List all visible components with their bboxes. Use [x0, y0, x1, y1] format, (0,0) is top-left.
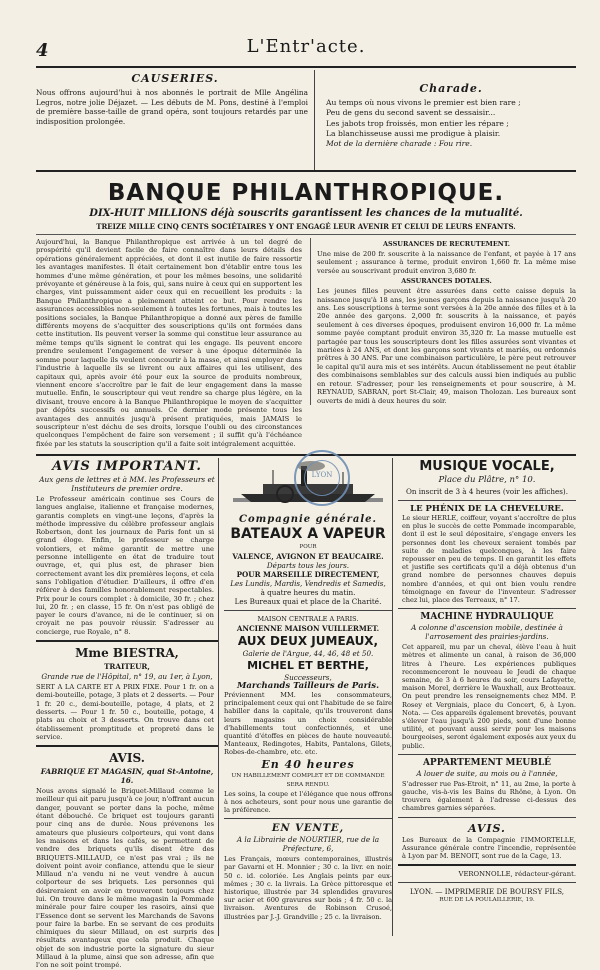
avis-important-sub: Aux gens de lettres et à MM. les Professeurs et Instituteurs de premier ordre. — [39, 475, 215, 493]
banque-col-2 — [310, 238, 576, 405]
dotales-text: Les jeunes filles peuvent être assurées dans cette caisse depuis la naissance jusqu'à 18 ans, les jeunes garçons depuis la naissance jusqu'à 20 ans. Les souscriptions à terme sont versées à la 20e année des filles et à la 20e année des garçons. 2,000 fr. souscrits à la naissance, et payés seulement à ces diverses époques, produisent environ 16,000 fr. La même somme payée comptant produit environ 35,320 fr. La masse mutuelle est partagée par tous les souscripteurs dont les filles assurées sont vivantes et mariées à 24 ANS, et dont les garçons sont vivants et mariés, ou ordonnés prêtres à 30 ANS. Par une combinaison particulière, le père peut retrouver le capital qu'il aura mis et ses intérêts. Aucun établissement ne peut établir des combinaisons semblables sur des calculs aussi bien indiqués au public en retour. S'adresser, pour les renseignements et pour souscrire, à M. REYNAUD, SABRAN, port St-Clair, 49, maison Tholozan. Les bureaux sont ouverts de midi à deux heures du soir. — [317, 287, 576, 405]
phenix-text: Le sieur HERLE, coiffeur, voyant s'accroître de plus en plus le succès de cette Pommade incomparable, dont il est le seul dépositaire, s'engage envers les personnes dont les cheveux seraient tombés par suite de maladies quelconques, à les faire repousser en peu de temps. Il en garantit les effets et justifie ses certificats qu'il a déjà obtenus d'un grand nombre de personnes chauves depuis nombre d'années, et qui ont bien voulu rendre témoignage en faveur de l'inventeur. S'adresser chez lui, place des Terreaux, n° 17. — [402, 514, 576, 605]
musique-text: On inscrit de 3 à 4 heures (voir les affiches). — [405, 487, 569, 496]
divider — [36, 640, 218, 642]
recrutement-heading: ASSURANCES DE RECRUTEMENT. — [382, 240, 511, 248]
divider — [398, 500, 576, 501]
bateaux-bureaux: Les Bureaux quai et place de la Charité. — [234, 597, 382, 606]
appartement-title: APPARTEMENT MEUBLÉ — [422, 757, 552, 768]
printer-line: LYON. — IMPRIMERIE DE BOURSY FILS, — [409, 887, 565, 897]
phenix-title: LE PHÉNIX DE LA CHEVELURE. — [410, 504, 564, 514]
charade-line: Les jabots trop froissés, mon entier les répare ; — [326, 118, 509, 128]
musique-sub: Place du Plâtre, n° 10. — [438, 475, 536, 485]
banque-subtitle: DIX-HUIT MILLIONS déjà souscrits garantissent les chances de la mutualité. — [89, 208, 523, 219]
charade-line: La blanchisseuse aussi me prodigue à plaisir. — [326, 128, 501, 138]
bateaux-hour: à quatre heures du matin. — [260, 588, 356, 597]
bateaux-pour: POUR — [299, 544, 317, 550]
avis-fabrique-sub: FABRIQUE ET MAGASIN, quai St-Antoine, 16. — [40, 767, 214, 786]
machine-sub: A colonne d'ascension mobile, destinée à l'arrosement des prairies-jardins. — [411, 623, 563, 642]
divider — [36, 745, 218, 747]
biestra-heading: Mme BIESTRA, — [75, 646, 179, 661]
lower-col-1 — [36, 458, 219, 970]
causeries-heading: CAUSERIES. — [131, 72, 219, 85]
banque-columns — [36, 238, 576, 450]
bateaux-title: BATEAUX A VAPEUR — [230, 526, 386, 542]
printer-address: RUE DE LA POULAILLERIE, 19. — [439, 897, 535, 904]
stamp-inner: LYON — [304, 460, 340, 496]
bateaux-kicker: Compagnie générale. — [239, 514, 377, 525]
jumeaux-hours-title: En 40 heures — [261, 757, 355, 771]
divider — [398, 864, 576, 866]
jumeaux-trade: Marchands Tailleurs de Paris. — [236, 681, 380, 691]
jumeaux-maison: MAISON CENTRALE A PARIS. — [257, 615, 359, 623]
jumeaux-successors: Successeurs, — [284, 673, 332, 682]
divider — [224, 610, 392, 611]
jumeaux-names: MICHEL ET BERTHE, — [247, 659, 369, 672]
musique-title: MUSIQUE VOCALE, — [419, 459, 555, 474]
bateaux-marseille: POUR MARSEILLE DIRECTEMENT, — [236, 570, 380, 579]
jumeaux-text: Préviennent MM. les consommateurs, principalement ceux qui ont l'habitude de se faire habiller dans la capitale, qu'ils trouveront dans leurs magasins un choix considérable d'habillements tout confectionnés, et une quantité d'étoffes en pièces de haute nouveauté. Manteaux, Redingotes, Habits, Pantalons, Gilets, Robes-de-chambre, etc. etc. — [224, 691, 392, 757]
page-number: 4 — [36, 40, 49, 61]
page-header — [36, 26, 576, 68]
jumeaux-ancienne: ANCIENNE MAISON VUILLERMET. — [236, 624, 380, 633]
avis-important-heading: AVIS IMPORTANT. — [52, 459, 202, 474]
en-vente-sub: A la Librairie de NOURTIER, rue de la Préfecture, 6, — [236, 835, 380, 854]
charade-column — [326, 70, 576, 170]
charade-answer: Mot de la dernière charade : Fou rire. — [326, 139, 473, 149]
bateaux-destinations: VALENCE, AVIGNON ET BEAUCAIRE. — [232, 552, 384, 561]
divider — [224, 818, 392, 819]
bateaux-days: Les Lundis, Mardis, Vendredis et Samedis, — [230, 579, 386, 588]
jumeaux-hours-text: UN HABILLEMENT COMPLET ET DE COMMANDE SERA RENDU. — [231, 772, 385, 788]
postal-stamp — [294, 450, 350, 506]
avis-important-text: Le Professeur américain continue ses Cours de langues anglaise, italienne et française modernes, garantis complets en vingt-une leçons, d'après la méthode impressive du célèbre professeur anglais Robertson, dont les journaux de Paris font un si grand éloge. Enfin, le professeur se charge volontiers, et même garantit de mettre une personne intelligente en état de traduire tout ouvrage, et, qui plus est, de phraser bien correctement avant les dix premières leçons, et cela sans l'obligation d'étudier. D'ailleurs, il offre d'en référer à des familles honorablement respectables. Prix pour le cours complet : à domicile, 30 fr. ; chez lui, 20 fr. ; en classe, 15 fr. On n'est pas obligé de payer le cours d'avance, ni de le continuer, si on croyait ne pas pouvoir réussir. S'adresser au concierge, rue Royale, n° 8. — [36, 495, 214, 636]
machine-title: MACHINE HYDRAULIQUE — [420, 612, 554, 623]
biestra-sub: TRAITEUR, — [104, 662, 150, 672]
banque-col-1 — [36, 238, 302, 448]
banque-section — [36, 176, 576, 456]
machine-text: Cet appareil, mu par un cheval, élève l'eau à huit mètres et alimente un canal, à raison de 36,000 litres à l'heure. Les expériences publiques recommenceront le nouveau le Jeudi de chaque semaine, de 3 à 6 heures du soir, cours Lafayette, maison Morel, derrière le Wauxhall, aux Brotteaux. On peut prendre les renseignements chez MM. P. Rosey et Vergniais, place du Concert, 6, à Lyon. Nota. — Ces appareils également brevetés, pouvant s'élever l'eau jusqu'à 200 pieds, sont d'une bonne utilité, et pouvant aussi servir pour les maisons bourgeoises, seront également exposés aux yeux du public. — [402, 643, 576, 750]
top-row — [36, 70, 576, 172]
causeries-column — [36, 70, 315, 170]
editor-line: VERONNOLLE, rédacteur-gérant. — [458, 870, 576, 879]
biestra-text: SERT A LA CARTE ET A PRIX FIXE. Pour 1 fr. on a demi-bouteille, potage, 3 plats et 2 desserts. — Pour 1 fr. 20 c., demi-bouteille, potage, 4 plats, et 2 desserts. — Pour 1 fr. 50 c., bouteille, potage, 4 plats au choix et 3 desserts. On trouve dans cet établissement promptitude et propreté dans le service. — [36, 683, 214, 741]
jumeaux-note: Les soins, la coupe et l'élégance que nous offrons à nos acheteurs, sont pour nous une garantie de la préférence. — [224, 789, 392, 815]
lower-col-2 — [224, 458, 393, 936]
en-vente-items: Les Français, mœurs contemporaines, illustrés par Gavarni et H. Monnier ; 30 c. la livr. en noir. 50 c. id. coloriée. Les Anglais peints par eux-mêmes ; 30 c. la livrais. La Grèce pittoresque et historique, illustrée par 34 splendides gravures sur acier et 600 gravures sur bois ; 4 fr. 50 c. la livraison. Aventures de Robinson Crusoé, illustrées par J.-J. Grandville ; 25 c. la livraison. — [224, 855, 392, 921]
banque-title: BANQUE PHILANTHROPIQUE. — [107, 180, 505, 206]
avis-fabrique-text: Nous avons signalé le Briquet-Millaud comme le meilleur qui ait paru jusqu'à ce jour, n'offrant aucun danger, pouvant se porter dans la poche, même étant débouché. Ce briquet est toujours garanti pour cinq ans de durée. Nous prévenons les amateurs que plusieurs colporteurs, qui vont dans les maisons et dans les cafés, se permettent de vendre des briquets qu'ils disent être des BRIQUETS-MILLAUD, ce n'est pas vrai ; ils ne doivent point avoir confiance, attendu que le sieur Millaud n'a vendu ni ne veut vendre à aucun colporteur de ses briquets. Les personnes qui désireraient en avoir en trouveront toujours chez lui. On trouve dans le même magasin la Pommade minérale pour faire couper les rasoirs, ainsi que l'Essence dont se servent les Marchands de Savons pour faire la barbe. En se servant de ces produits chimiques du sieur Millaud, on est surpris des résultats avantageux que cela produit. Chaque objet de son industrie porte la signature du sieur Millaud à la plume, ainsi que son adresse, afin que l'on ne soit point trompé. — [36, 787, 214, 970]
bateaux-departures: Départs tous les jours. — [266, 561, 350, 570]
en-vente-heading: EN VENTE, — [271, 823, 345, 835]
jumeaux-galerie: Galerie de l'Argue, 44, 46, 48 et 50. — [242, 649, 374, 658]
jumeaux-title: AUX DEUX JUMEAUX, — [237, 634, 379, 648]
divider — [398, 817, 576, 818]
sheet — [36, 26, 576, 970]
banque-subtitle-2: TREIZE MILLE CINQ CENTS SOCIÉTAIRES Y ONT ENGAGÉ LEUR AVENIR ET CELUI DE LEURS ENFANTS. — [36, 222, 576, 235]
charade-line: Au temps où nous vivons le premier est bien rare ; — [326, 98, 521, 107]
banque-text-1: Aujourd'hui, la Banque Philanthropique est arrivée à un tel degré de prospérité qu'il devient facile de faire connaître dans leurs détails des opérations généralement appréciées, et dont il est inutile de faire ressortir les avantages manifestes. Il était certainement bon d'établir entre tous les hommes d'une même génération, et pour les mêmes besoins, une solidarité prévoyante et généreuse à la fois, qui, sans nuire à ceux qui en supportent les charges, vint puissamment aider ceux qui en recueillent les produits : la Banque Philanthropique a pleinement atteint ce but. Pour rendre les assurances accessibles non-seulement à toutes les fortunes, mais à toutes les positions sociales, la Banque Philanthropique a donné aux pères de famille différents moyens de s'acquitter des souscriptions qu'ils ont formées dans cette institution. Ils peuvent verser la somme qui constitue leur assurance au même temps qu'ils signent le contrat qui les engage. Ils peuvent encore prendre seulement l'engagement de verser à une époque déterminée la somme pour laquelle ils veulent concourir à la masse, et ainsi employer dans l'industrie à laquelle ils se livrent ou aux affaires qui les utilisent, des capitaux qui, après avoir été pour eux la source de produits nombreux, viennent encore s'accroître par le fait de leur engagement dans la masse mutuelle. Enfin, le souscripteur qui veut rendre sa charge plus légère, en la divisant, trouve encore à la Banque Philanthropique le moyen de s'acquitter par dépôts successifs ou annuels. Ce dernier mode présente tous les avantages des annuités jusqu'à présent pratiquées, mais JAMAIS le souscripteur n'est déchu de ses droits, lorsque l'oubli ou des circonstances quelconques l'empêchent de faire son versement ; il suffit qu'à l'échéance fixée par les statuts la souscription qu'il a faite soit intégralement acquittée. — [36, 238, 302, 448]
biestra-address: Grande rue de l'Hôpital, n° 19, au 1er, à Lyon, — [41, 672, 213, 682]
divider — [398, 608, 576, 609]
avis-immortelle-heading: AVIS. — [468, 821, 506, 835]
avis-fabrique-heading: AVIS. — [109, 751, 145, 766]
dotales-heading: ASSURANCES DOTALES. — [401, 277, 492, 286]
charade-heading: Charade. — [419, 82, 483, 95]
appartement-sub: A louer de suite, au mois ou à l'année, — [416, 768, 558, 778]
page-title: L'Entr'acte. — [246, 36, 366, 57]
appartement-text: S'adresser rue Pas-Etroit, n° 11, au 2me, la porte à gauche, vis-à-vis les Bains du Rhône, à Lyon. On trouvera également à l'adresse ci-dessus des chambres garnies séparées. — [402, 779, 576, 813]
lower-col-3 — [398, 458, 576, 936]
charade-line: Peu de gens du second savent se dessaisir... — [326, 108, 496, 118]
lower-section — [36, 458, 576, 970]
divider — [398, 882, 576, 883]
divider — [398, 754, 576, 755]
causeries-text: Nous offrons aujourd'hui à nos abonnés le portrait de Mlle Angélina Legros, notre jolie Déjazet. — Les débuts de M. Pons, destiné à l'emploi de première basse-taille de grand opéra, sont toujours retardés par une indisposition prolongée. — [36, 88, 308, 126]
recrutement-text: Une mise de 200 fr. souscrite à la naissance de l'enfant, et payée à 17 ans seulement ; assurance à terme, produit environ 1,660 fr. La même mise versée au souscrivant produit environ 3,680 fr. — [317, 250, 576, 275]
avis-immortelle-text: Les Bureaux de la Compagnie l'IMMORTELLE, Assurance générale contre l'incendie, représentée à Lyon par M. BENOIT, sont rue de la Cage, 13. — [402, 835, 576, 861]
